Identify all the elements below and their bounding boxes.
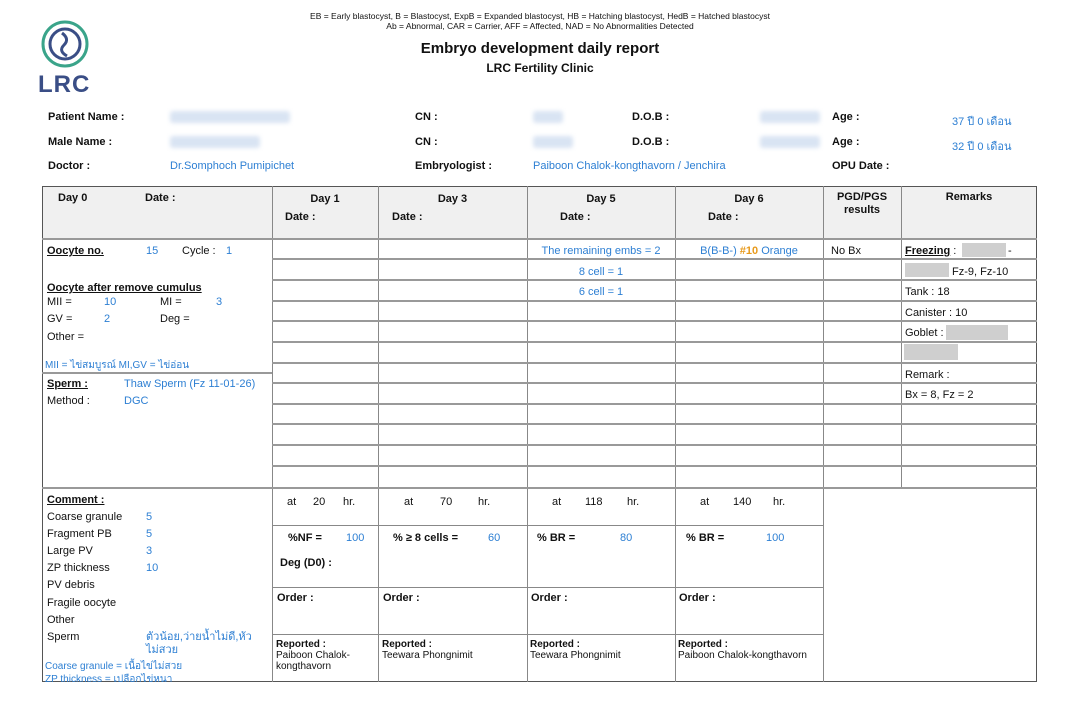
dob-label-male: D.O.B : [632,136,670,148]
reported-label: Reported : [276,639,326,650]
pgd-header [823,191,901,217]
freezing-dash: - [1008,245,1012,257]
redacted-goblet [946,325,1008,340]
bx-fz-count: Bx = 8, Fz = 2 [905,389,974,401]
reported-day3 [382,639,522,661]
day6-color: Orange [761,245,798,257]
order-day1: Order : [277,592,314,604]
reported-label: Reported : [678,639,728,650]
redacted-fz-prefix [905,263,949,277]
reporter-name: Teewara Phongnimit [530,650,621,661]
day3-hours: 70 [440,496,453,508]
nf-value: 100 [346,532,365,544]
oocyte-after-cumulus: Oocyte after remove cumulus [47,282,202,294]
cycle-value: 1 [226,245,233,257]
redacted-freezing-date [962,243,1006,257]
br5-value: 80 [620,532,633,544]
freezing-label: Freezing [905,245,951,257]
cycle-label: Cycle : [182,245,216,257]
day6-embryo-number: #10 [739,245,759,257]
method-value: DGC [124,395,149,407]
redacted-dob [760,111,820,123]
day0-date-label: Date : [145,192,176,204]
canister: Canister : 10 [905,307,968,319]
order-day6: Order : [679,592,716,604]
reported-day6 [678,639,822,661]
freezing-colon: : [953,245,957,257]
comment-item-name: Fragment PB [47,528,112,540]
day6-at: at [700,496,710,508]
day0-header: Day 0 [58,192,88,204]
freezing-row [905,245,956,257]
day5-header: Day 5 [586,193,616,205]
day3-date-label: Date : [392,211,423,223]
order-day3: Order : [383,592,420,604]
tank: Tank : 18 [905,286,950,298]
doctor-name: Dr.Somphoch Pumipichet [170,160,295,172]
pgd-header-line1: PGD/PGS [836,191,888,203]
redacted-remarks-row [904,344,958,360]
reporter-name: Paiboon Chalok-kongthavorn [276,650,350,672]
day3-header: Day 3 [437,193,468,205]
mi-label: MI = [160,296,182,308]
oocyte-no-label: Oocyte no. [47,245,104,257]
comment-item-name: ZP thickness [47,562,110,574]
gv-value: 2 [104,313,111,325]
mii-label: MII = [47,296,72,308]
cn-label: CN : [415,111,438,123]
male-age: 32 ปี 0 เดือน [952,141,1012,153]
sperm-label: Sperm : [47,378,88,390]
day6-hours: 140 [733,496,752,508]
reported-label: Reported : [382,639,432,650]
legend-line-1: EB = Early blastocyst, B = Blastocyst, ExpB = Expanded blastocyst, HB = Hatching blastocyst, HedB = Hatched blastocyst [310,11,770,21]
redacted-cn [533,111,563,123]
day6-hr-label: hr. [773,496,786,508]
comment-item-value: 5 [146,511,153,523]
dob-label: D.O.B : [632,111,670,123]
reported-day1 [276,639,372,672]
comment-item-name: Sperm [47,631,80,643]
comment-label: Comment : [47,494,105,506]
comment-item-value: 10 [146,562,159,574]
coarse-granule-note: Coarse granule = เนื้อไข่ไม่สวย [45,661,183,672]
day5-hours: 118 [585,496,603,508]
male-name-label: Male Name : [48,136,113,148]
br6-value: 100 [766,532,785,544]
day5-8cell: 8 cell = 1 [578,266,624,278]
method-label: Method : [47,395,90,407]
embryologist-label: Embryologist : [415,160,493,172]
opu-date-label: OPU Date : [832,160,890,172]
day1-at: at [287,496,297,508]
report-table [42,186,1037,682]
age-label: Age : [832,111,860,123]
remarks-header: Remarks [945,191,993,203]
cn-label-male: CN : [415,136,438,148]
day1-header: Day 1 [310,193,340,205]
deg-d0-label: Deg (D0) : [280,557,332,569]
day5-6cell: 6 cell = 1 [578,286,624,298]
day3-at: at [404,496,414,508]
comment-item-name: Coarse granule [47,511,123,523]
reporter-name: Paiboon Chalok-kongthavorn [678,650,807,661]
abbreviation-legend [0,11,1080,31]
oocyte-no-value: 15 [146,245,159,257]
day5-date-label: Date : [560,211,591,223]
patient-age: 37 ปี 0 เดือน [952,116,1012,128]
cells-label: % ≥ 8 cells = [393,532,459,544]
age-label-male: Age : [832,136,860,148]
day5-at: at [552,496,562,508]
day6-date-label: Date : [708,211,739,223]
comment-item-name: PV debris [47,579,95,591]
zp-thickness-note: ZP thickness = เปลือกไข่หนา [45,674,173,685]
order-day5: Order : [531,592,568,604]
comment-item-name: Other [47,614,75,626]
logo-text: LRC [38,71,91,98]
redacted-cn-male [533,136,573,148]
comment-item-name: Fragile oocyte [47,597,117,609]
redacted-male-name [170,136,260,148]
br6-label: % BR = [686,532,725,544]
deg-label: Deg = [160,313,190,325]
day6-header: Day 6 [734,193,764,205]
watermark [478,328,598,364]
embryologist-name: Paiboon Chalok-kongthavorn / Jenchira [533,160,726,172]
comment-item-value: ตัวน้อย,ว่ายน้ำไม่ดี,หัวไม่สวย [146,631,252,656]
lrc-logo-icon [40,19,90,69]
legend-line-2: Ab = Abnormal, CAR = Carrier, AFF = Affected, NAD = No Abnormalities Detected [386,21,694,31]
day3-hr-label: hr. [478,496,491,508]
day6-grade: B(B-B-) [700,245,737,257]
report-title: Embryo development daily report [420,40,660,57]
cells-value: 60 [488,532,501,544]
nf-label: %NF = [288,532,322,544]
reported-label: Reported : [530,639,580,650]
reporter-name: Teewara Phongnimit [382,650,473,661]
doctor-label: Doctor : [48,160,91,172]
mii-value: 10 [104,296,117,308]
clinic-name: LRC Fertility Clinic [486,61,594,75]
other-label: Other = [47,331,84,343]
goblet-label: Goblet : [905,327,944,339]
remark-label: Remark : [905,369,950,381]
pgd-header-line2: results [843,204,881,216]
fz-numbers: Fz-9, Fz-10 [952,266,1009,278]
day1-hours: 20 [313,496,326,508]
redacted-patient-name [170,111,290,123]
gv-label: GV = [47,313,73,325]
mi-value: 3 [216,296,223,308]
reported-day5 [530,639,670,661]
day1-date-label: Date : [285,211,316,223]
day5-hr-label: hr. [627,496,640,508]
pgd-result: No Bx [831,245,861,257]
sperm-value: Thaw Sperm (Fz 11-01-26) [124,378,256,390]
redacted-dob-male [760,136,820,148]
mii-note: MII = ไข่สมบูรณ์ MI,GV = ไข่อ่อน [45,360,190,371]
comment-item-value: 3 [146,545,153,557]
day6-embryo-grade [675,245,823,257]
comment-item-value: 5 [146,528,153,540]
br5-label: % BR = [537,532,576,544]
comment-item-name: Large PV [47,545,93,557]
patient-name-label: Patient Name : [48,111,125,123]
day1-hr-label: hr. [343,496,356,508]
day5-remaining-embs: The remaining embs = 2 [541,245,661,257]
